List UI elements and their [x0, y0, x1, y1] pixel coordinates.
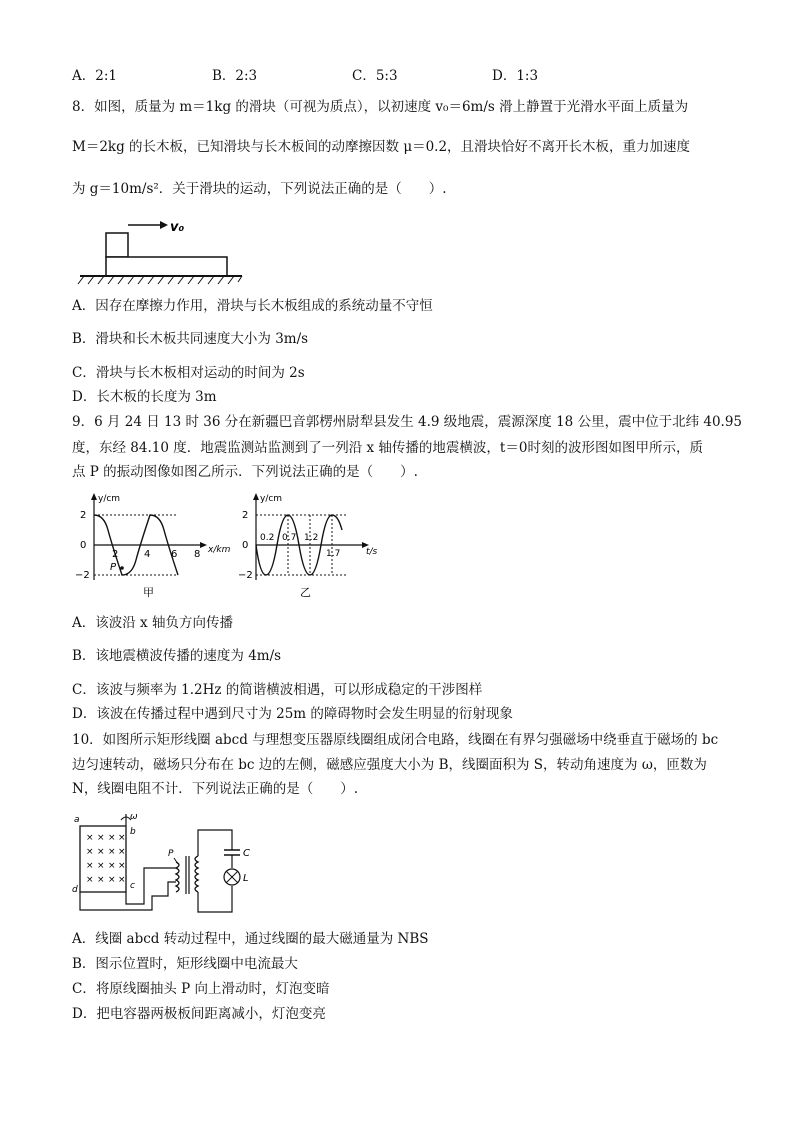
- q8-option-a: A．因存在摩擦力作用，滑块与长木板组成的系统动量不守恒: [72, 298, 433, 314]
- point-p-marker: [120, 566, 124, 570]
- label-b: b: [130, 827, 136, 837]
- q7-option-d: D．1:3: [492, 68, 539, 84]
- svg-text:×: ×: [86, 833, 94, 843]
- svg-text:×: ×: [108, 875, 116, 885]
- primary-coil: [176, 862, 179, 892]
- jia-ytick-neg2: −2: [75, 570, 90, 581]
- svg-text:×: ×: [108, 847, 116, 857]
- v0-label: v₀: [170, 220, 185, 235]
- coil-transformer-circuit: [68, 810, 268, 922]
- jia-xtick-6: 6: [171, 549, 178, 560]
- q10-option-d: D．把电容器两极板间距离减小，灯泡变亮: [72, 1006, 326, 1022]
- q9-stem-line-1: 9．6 月 24 日 13 时 36 分在新疆巴音郭楞州尉犁县发生 4.9 级地震，震源深度 18 公里，震中位于北纬 40.95: [72, 414, 743, 430]
- svg-text:×: ×: [118, 847, 126, 857]
- q7-options: [72, 64, 722, 82]
- jia-xtick-8: 8: [194, 549, 201, 560]
- yi-xtick-1-7: 1.7: [326, 549, 341, 559]
- magnetic-field-crosses: [86, 833, 126, 885]
- label-a: a: [74, 815, 80, 825]
- point-p-label: P: [110, 562, 117, 573]
- block-on-plank-figure: [76, 214, 246, 286]
- yi-xtick-0-7: 0.7: [282, 533, 297, 543]
- svg-text:×: ×: [86, 847, 94, 857]
- secondary-wire-top: [198, 830, 232, 856]
- q9-option-a: A．该波沿 x 轴负方向传播: [72, 615, 233, 631]
- q10-option-c: C．将原线圈抽头 P 向上滑动时，灯泡变暗: [72, 981, 330, 997]
- q8-stem-line-3: 为 g＝10m/s²．关于滑块的运动，下列说法正确的是（ ）.: [72, 181, 447, 197]
- svg-text:×: ×: [118, 875, 126, 885]
- label-c: c: [130, 881, 135, 891]
- jia-ytick-2: 2: [80, 510, 87, 521]
- q8-stem-line-1: 8．如图，质量为 m＝1kg 的滑块（可视为质点），以初速度 v₀＝6m/s 滑上静置于光滑水平面上质量为: [72, 99, 689, 115]
- yi-ytick-2: 2: [242, 510, 249, 521]
- tap-p-arrow: [174, 858, 178, 864]
- label-l-lamp: L: [243, 873, 249, 884]
- svg-text:×: ×: [97, 875, 105, 885]
- secondary-wire-bottom: [198, 886, 232, 912]
- q7-option-a: A．2:1: [72, 68, 117, 84]
- jia-xlabel: x/km: [208, 545, 231, 555]
- q8-option-c: C．滑块与长木板相对运动的时间为 2s: [72, 365, 305, 381]
- q7-option-b: B．2:3: [212, 68, 258, 84]
- jia-x-arrow: [200, 542, 207, 548]
- svg-text:×: ×: [97, 833, 105, 843]
- q9-option-c: C．该波与频率为 1.2Hz 的简谐横波相遇，可以形成稳定的干涉图样: [72, 682, 483, 698]
- velocity-arrowhead: [160, 221, 168, 229]
- q9-option-d: D．该波在传播过程中遇到尺寸为 25m 的障碍物时会发生明显的衍射现象: [72, 706, 513, 722]
- yi-xtick-1-2: 1.2: [304, 533, 319, 543]
- label-d: d: [72, 885, 78, 895]
- q9-option-b: B．该地震横波传播的速度为 4m/s: [72, 648, 282, 664]
- svg-text:×: ×: [86, 861, 94, 871]
- wire-lower: [80, 882, 176, 910]
- jia-caption: 甲: [143, 586, 154, 599]
- q10-stem-line-2: 边匀速转动，磁场只分布在 bc 边的左侧，磁感应强度大小为 B，线圈面积为 S，转动角速度为 ω，匝数为: [72, 757, 707, 773]
- secondary-coil: [195, 856, 198, 892]
- yi-ytick-0: 0: [242, 540, 249, 551]
- label-c-capacitor: C: [243, 848, 250, 859]
- jia-ylabel: y/cm: [98, 494, 121, 504]
- jia-ytick-0: 0: [80, 540, 87, 551]
- q8-option-d: D．长木板的长度为 3m: [72, 389, 217, 405]
- yi-caption: 乙: [300, 586, 311, 599]
- svg-text:×: ×: [108, 833, 116, 843]
- q8-option-b: B．滑块和长木板共同速度大小为 3m/s: [72, 331, 309, 347]
- vibration-graph-yi: [238, 490, 388, 602]
- yi-y-arrow: [253, 493, 259, 500]
- svg-text:×: ×: [86, 875, 94, 885]
- wave-graph-jia: [70, 490, 240, 602]
- q10-stem-line-3: N，线圈电阻不计．下列说法正确的是（ ）.: [72, 781, 359, 797]
- yi-ytick-neg2: −2: [238, 570, 253, 581]
- q9-stem-line-3: 点 P 的振动图像如图乙所示．下列说法正确的是（ ）.: [72, 464, 418, 480]
- yi-ylabel: y/cm: [260, 494, 283, 504]
- yi-xtick-0-2: 0.2: [260, 533, 275, 543]
- q10-stem-line-1: 10．如图所示矩形线圈 abcd 与理想变压器原线圈组成闭合电路，线圈在有界匀强磁场中绕垂直于磁场的 bc: [72, 732, 719, 748]
- svg-text:×: ×: [97, 861, 105, 871]
- label-p: P: [168, 849, 174, 859]
- long-plank: [106, 257, 227, 276]
- q7-option-c: C．5:3: [352, 68, 398, 84]
- jia-xtick-2: 2: [112, 549, 119, 560]
- slider-block: [106, 233, 128, 257]
- label-omega: ω: [130, 812, 138, 822]
- yi-xlabel: t/s: [366, 547, 378, 557]
- jia-xtick-4: 4: [144, 549, 151, 560]
- ground-hatch: [78, 276, 242, 284]
- svg-text:×: ×: [97, 847, 105, 857]
- svg-text:×: ×: [108, 861, 116, 871]
- jia-y-arrow: [91, 493, 97, 500]
- q10-option-b: B．图示位置时，矩形线圈中电流最大: [72, 956, 298, 972]
- svg-text:×: ×: [118, 861, 126, 871]
- q10-option-a: A．线圈 abcd 转动过程中，通过线圈的最大磁通量为 NBS: [72, 931, 429, 947]
- svg-text:×: ×: [118, 833, 126, 843]
- q9-stem-line-2: 度，东经 84.10 度．地震监测站监测到了一列沿 x 轴传播的地震横波，t＝0时刻的波形图如图甲所示，质: [72, 440, 703, 456]
- q8-stem-line-2: M＝2kg 的长木板，已知滑块与长木板间的动摩擦因数 μ＝0.2，且滑块恰好不离开长木板，重力加速度: [72, 139, 691, 155]
